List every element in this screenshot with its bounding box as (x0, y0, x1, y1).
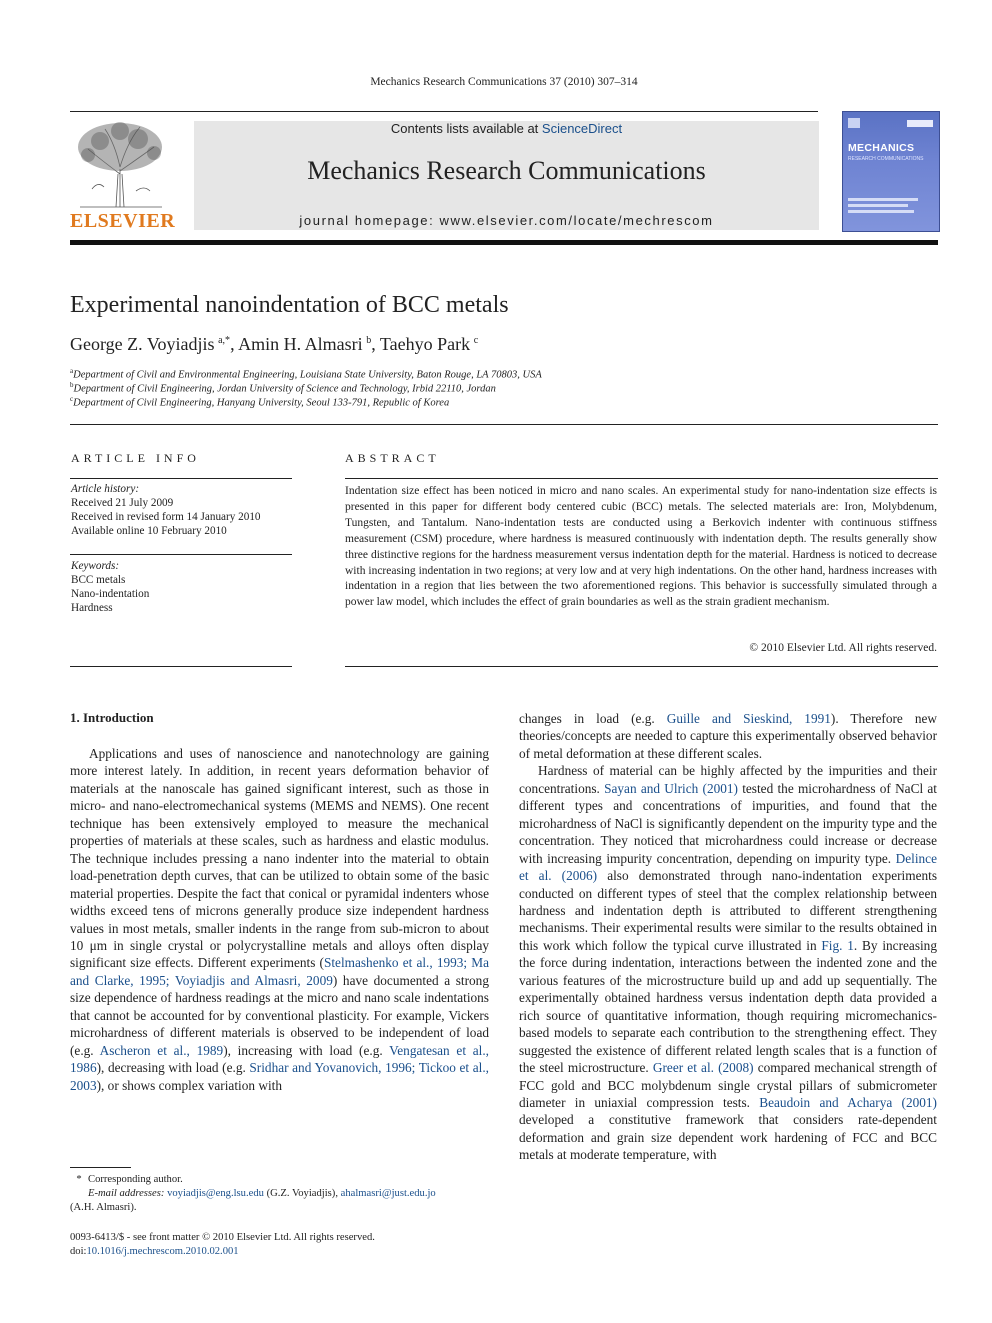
affiliation: $^b$Department of Civil Engineering, Jordan University of Science and Technology, Irbid 22110, Jordan (70, 381, 496, 395)
author-sup[interactable]: a,* (218, 335, 231, 346)
paragraph: changes in load (e.g. Guille and Sieskind, 1991). Therefore new theories/concepts are needed to capture this experimentally observed behavior of metal deformation at these different scales. (519, 711, 937, 761)
article-info-heading: ARTICLE INFO (71, 451, 200, 465)
keywords-rule (70, 554, 292, 555)
citation-link[interactable]: Ascheron et al., 1989 (99, 1042, 224, 1058)
figure-link[interactable]: Fig. 1 (821, 937, 854, 953)
email-note-cont: (A.H. Almasri). (70, 1202, 137, 1213)
citation-link[interactable]: Delince et al. (2006) (519, 850, 937, 884)
email-note: E-mail addresses: voyiadjis@eng.lsu.edu (G.Z. Voyiadjis), ahalmasri@just.edu.jo (88, 1188, 436, 1199)
header-top-rule (70, 111, 818, 112)
citation-link[interactable]: Sridhar and Yovanovich, 1996; Tickoo et al., 2003 (70, 1060, 489, 1093)
citation-link[interactable]: Stelmashenko et al., 1993; Ma and Clarke, 1995; Voyiadjis and Almasri, 2009 (70, 955, 489, 988)
corresponding-author-note: * Corresponding author. (76, 1174, 183, 1185)
citation-link[interactable]: Guille and Sieskind, 1991 (666, 711, 831, 726)
keyword: Hardness (71, 602, 113, 614)
paragraph: Applications and uses of nanoscience and nanotechnology are gaining more interest lately. In addition, in recent years deformation behavior of materials at the nanoscale has gained significant interest, such as those in micro- and nano-electromechanical systems (MEMS and NEMS). One recent technique has been extensively employed to measure the mechanical properties of materials at these scales, such as hardness and elastic modulus. The technique includes pressing a nano indenter into the material to obtain load-penetration depth curves, that can be utilized to obtain some of the basic material properties. Despite the fact that conical or pyramidal indenters whose widths exceed tens of microns generally produce size independent hardness values in most metals, smaller indents in the range from sub-micron to about 10 μm in single crystal or polycrystalline metals and alloys often display significant size effects. Different experiments (Stelmashenko et al., 1993; Ma and Clarke, 1995; Voyiadjis and Almasri, 2009) have documented a strong size dependence of hardness readings at the micro and nano scale indentations that cannot be accounted for by conventional plasticity. For example, Vickers microhardness of different materials is observed to be independent of load (e.g. Ascheron et al., 1989), increasing with load (e.g. Vengatesan et al., 1986), decreasing with load (e.g. Sridhar and Yovanovich, 1996; Tickoo et al., 2003), or shows complex variation with (70, 746, 489, 1093)
keywords-block: Keywords: BCC metals Nano-indentation Hardness (71, 560, 150, 614)
sciencedirect-link[interactable]: ScienceDirect (541, 121, 623, 136)
abstract-rule (345, 478, 938, 479)
affiliation: $^a$Department of Civil and Environmental Engineering, Louisiana State University, Baton Rouge, LA 70803, USA (70, 367, 542, 381)
citation-link[interactable]: Beaudoin and Acharya (2001) (759, 1094, 937, 1110)
author-sup[interactable]: c (473, 335, 479, 346)
journal-homepage[interactable]: journal homepage: www.elsevier.com/locate/mechrescom (299, 213, 714, 228)
author-name: Taehyo Park (379, 334, 471, 354)
author-name: George Z. Voyiadjis (70, 334, 215, 354)
author-name: Amin H. Almasri (238, 334, 363, 354)
citation-link[interactable]: Sayan and Ulrich (2001) (604, 780, 738, 796)
contents-line: Contents lists available at ScienceDirect (390, 121, 623, 136)
author-sup[interactable]: b (366, 335, 372, 346)
keyword: Nano-indentation (71, 588, 150, 600)
article-title: Experimental nanoindentation of BCC metals (70, 292, 509, 318)
section-heading-introduction: 1. Introduction (70, 710, 154, 725)
author-list: George Z. Voyiadjis $^{a,*}$, Amin H. Almasri $^b$, Taehyo Park $^c$ (70, 334, 479, 354)
article-info-rule (70, 478, 292, 479)
abstract-heading: ABSTRACT (345, 451, 440, 465)
body-column-left (70, 745, 489, 1094)
affiliation: $^c$Department of Civil Engineering, Hanyang University, Seoul 133-791, Republic of Korea (70, 395, 450, 409)
doi-link[interactable]: 10.1016/j.mechrescom.2010.02.001 (86, 1246, 239, 1257)
journal-title: Mechanics Research Communications (307, 156, 706, 185)
email-link[interactable]: voyiadjis@eng.lsu.edu (167, 1188, 264, 1199)
doi-line: doi:10.1016/j.mechrescom.2010.02.001 (70, 1246, 239, 1257)
paragraph: Hardness of material can be highly affected by the impurities and their concentrations. Sayan and Ulrich (2001) tested the microhardness of NaCl at different types and concentrations of impurities, and found that the microhardness of NaCl is significantly dependent on the impurity type and the concentration. They noticed that microhardness could increase or decrease with increasing impurity concentration, depending on impurity type. Delince et al. (2006) also demonstrated through nano-indentation experiments conducted on different types of steel that the complex relationship between hardness and indentation depth is attributed to different strengthening mechanisms. Their experimental results were similar to the results obtained in this work which follow the typical curve illustrated in Fig. 1. By increasing the force during indentation, interactions between the indented zone and the various features of the microstructure build up and add up sequentially. The experimentally obtained hardness versus indentation depth data provided a rich source of quantitative information, though requiring micromechanics-based models to separate each contribution to the strengthening effect. They suggested the existence of different related length scales that is a function of the steel microstructure. Greer et al. (2008) compared mechanical strength of FCC gold and BCC molybdenum single crystal pillars of submicrometer diameter in uniaxial compression tests. Beaudoin and Acharya (2001) developed a constitutive framework that considers rate-dependent deformation and grain size dependent work hardening of FCC and BCC metals at moderate temperature, with (519, 763, 938, 1163)
abstract-copyright: © 2010 Elsevier Ltd. All rights reserved. (749, 642, 937, 654)
body-column-right (519, 710, 937, 1164)
journal-cover-image: MECHANICS RESEARCH COMMUNICATIONS (842, 111, 940, 232)
header-thick-rule (70, 240, 938, 245)
keyword: BCC metals (71, 574, 126, 586)
elsevier-wordmark: ELSEVIER (70, 210, 176, 232)
footnote-rule (70, 1167, 131, 1168)
abstract-text: Indentation size effect has been noticed in micro and nano scales. An experimental study for nano-indentation size effects is presented in this paper for different body centered cubic (BCC) metals. The selected materials are: Iron, Molybdenum, Tungsten, and Tantalum. Nano-indentation tests are conducted using a Berkovich indenter with continuous stiffness measurement (CSM) procedure, where hardness is measured continuously with indentation depth. The results generally show three distinctive regions for the hardness measurement versus indentation depth for the material. Hardness is noticed to decrease with increasing indentation in two regions; at very low and at very high indentations. On the other hand, hardness increases with indentation in a region that lies between the two aforementioned regions. This behavior is successfully simulated through a power law model, which includes the effect of grain boundaries as well as the strain gradient mechanism. (345, 485, 937, 609)
citation-link[interactable]: Greer et al. (2008) (652, 1060, 754, 1076)
title-block-rule (70, 424, 938, 425)
citation-link[interactable]: Vengatesan et al., 1986 (70, 1042, 489, 1076)
issn-line: 0093-6413/$ - see front matter © 2010 Elsevier Ltd. All rights reserved. (70, 1232, 375, 1243)
article-history: Article history: Received 21 July 2009 Received in revised form 14 January 2010 Available online 10 February 2010 (71, 483, 261, 537)
email-link[interactable]: ahalmasri@just.edu.jo (340, 1188, 436, 1199)
article-info-bottom-rule (70, 666, 292, 667)
abstract-bottom-rule (345, 666, 938, 667)
journal-reference: Mechanics Research Communications 37 (2010) 307–314 (370, 76, 638, 88)
